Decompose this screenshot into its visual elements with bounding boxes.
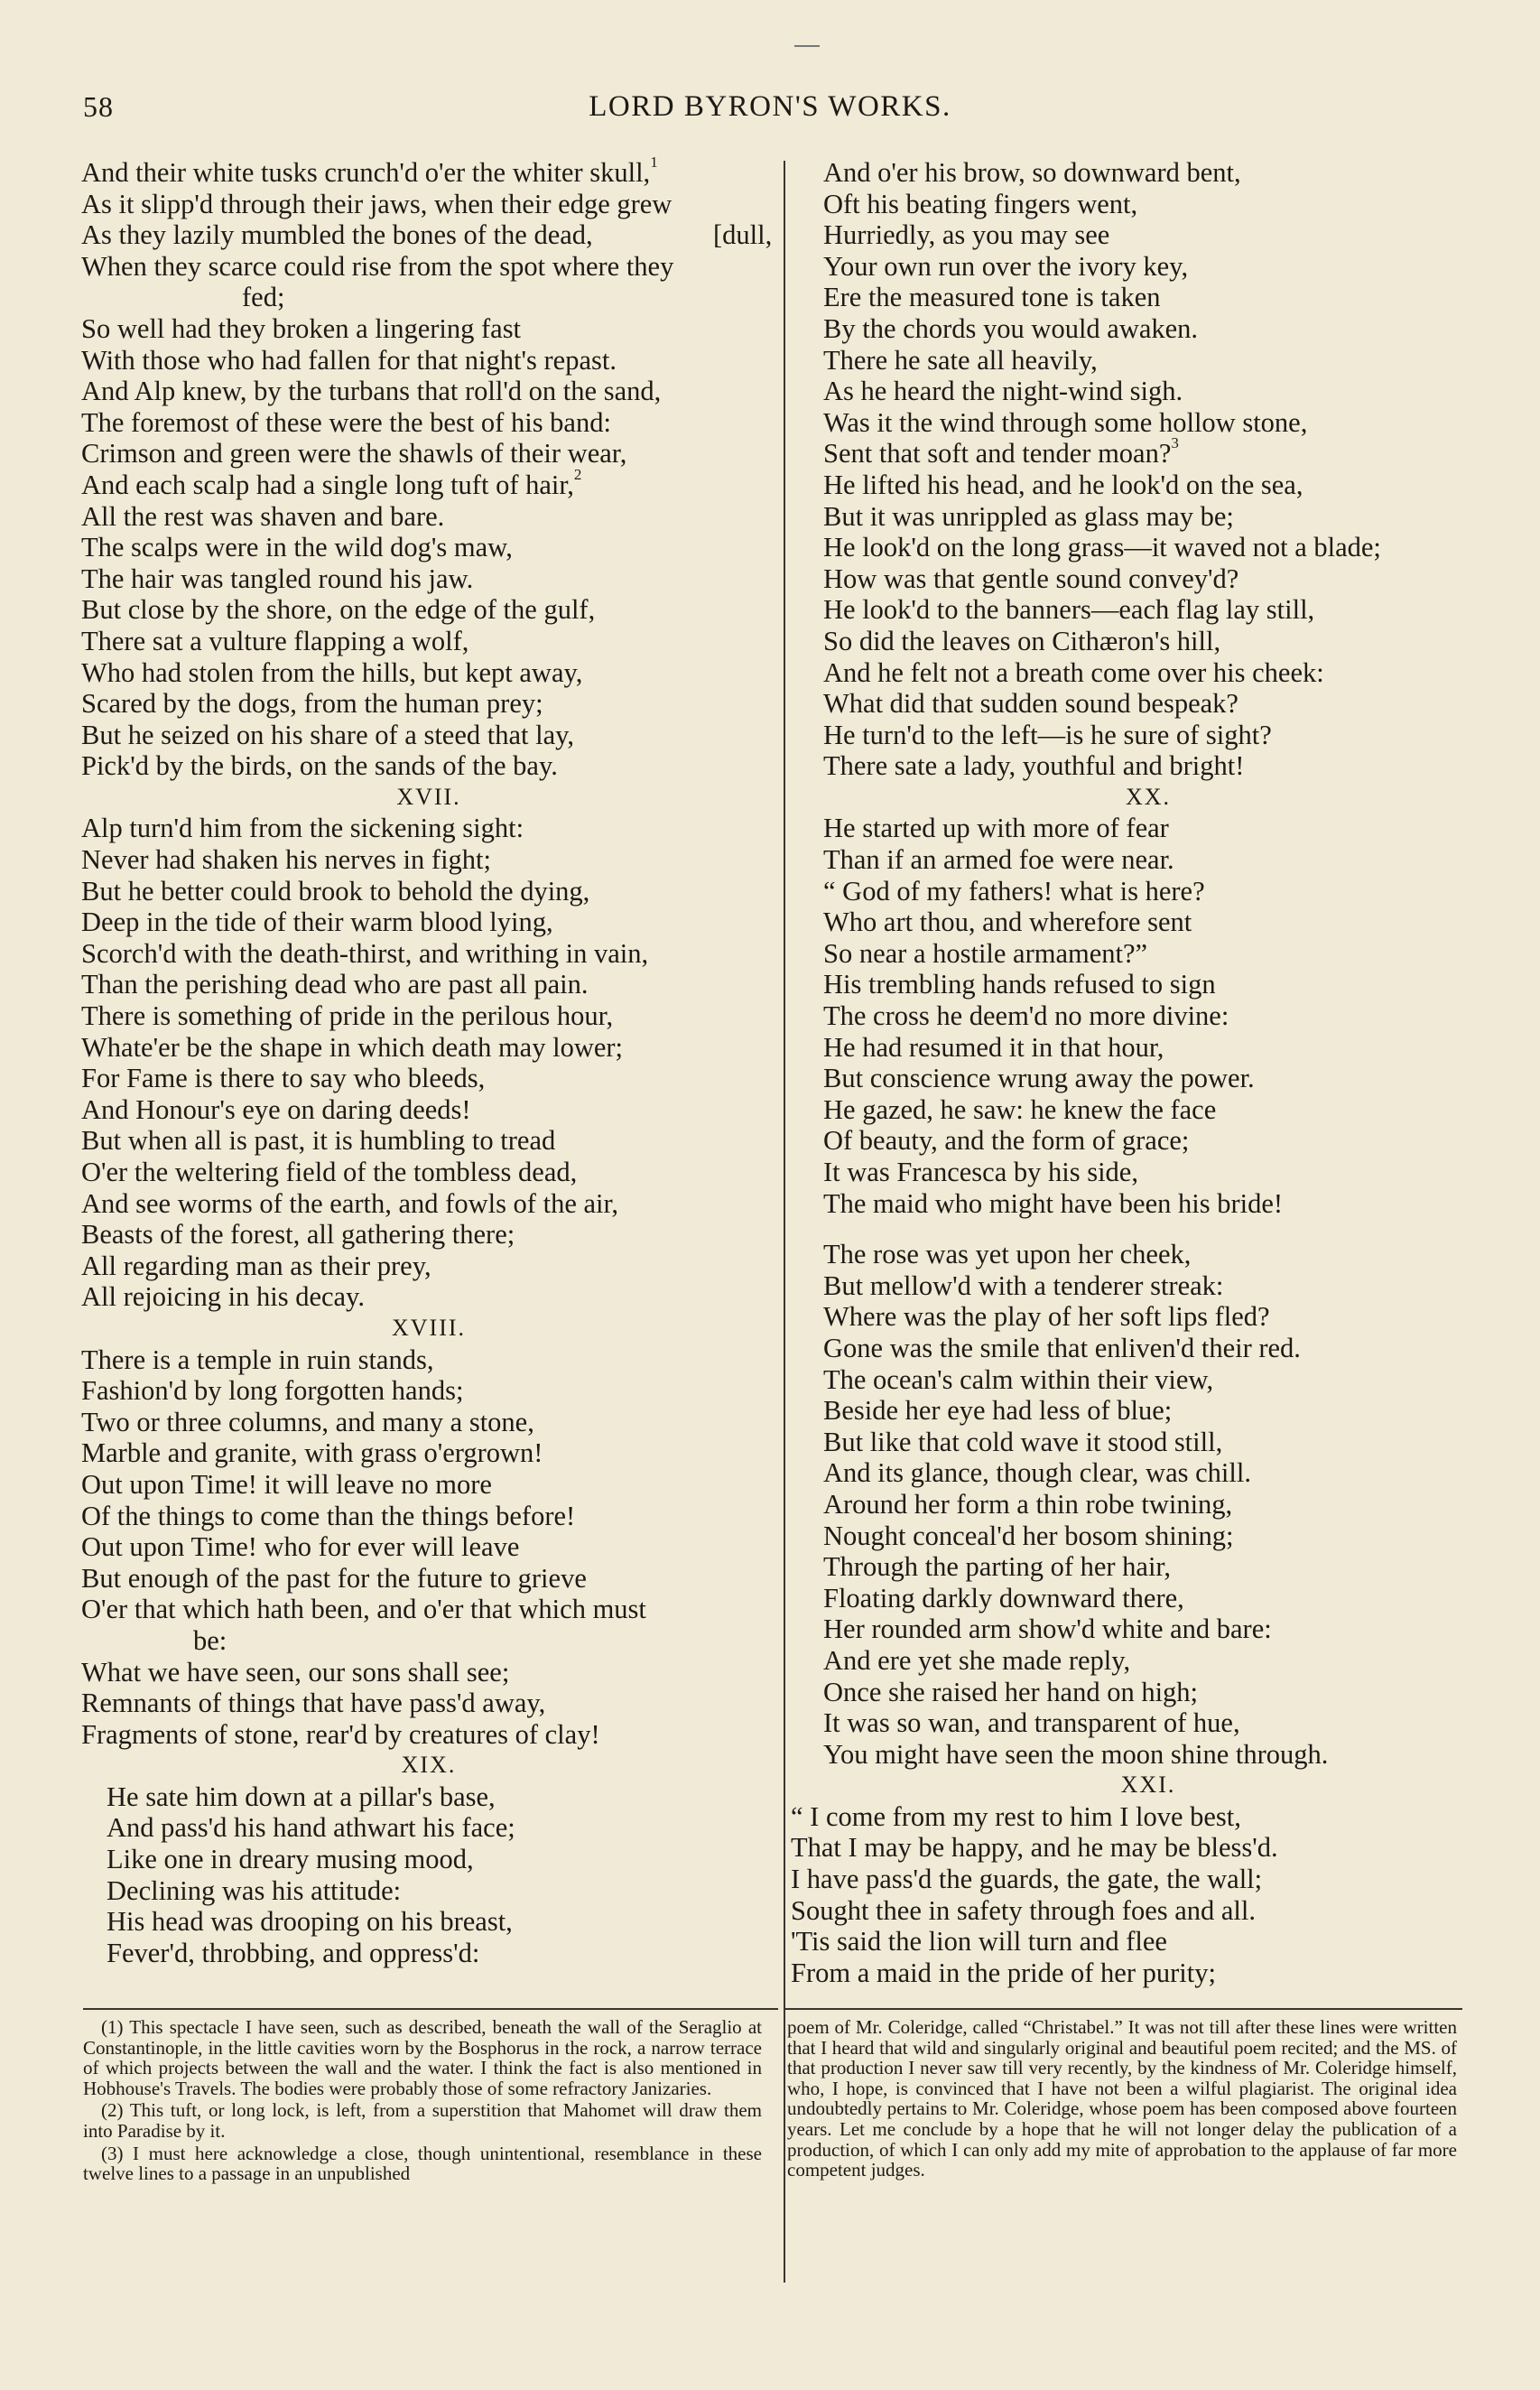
verse-line: By the chords you would awaken.: [823, 312, 1199, 344]
verse-line: But conscience wrung away the power.: [823, 1063, 1255, 1094]
verse-line: I have pass'd the guards, the gate, the wall;: [791, 1864, 1263, 1895]
verse-line: “ I come from my rest to him I love best,: [791, 1800, 1241, 1832]
verse-line: “ God of my fathers! what is here?: [823, 875, 1205, 907]
verse-line: But enough of the past for the future to grieve: [81, 1562, 587, 1594]
verse-line: You might have seen the moon shine through.: [823, 1738, 1329, 1770]
verse-line: The rose was yet upon her cheek,: [823, 1239, 1192, 1270]
verse-line: He started up with more of fear: [823, 813, 1169, 844]
verse-line: But mellow'd with a tenderer streak:: [823, 1269, 1224, 1301]
verse-line: His head was drooping on his breast,: [107, 1906, 513, 1938]
stanza-xxi: [791, 1801, 1473, 1989]
verse-line: As it slipp'd through their jaws, when their edge grew: [81, 188, 673, 219]
verse-line: And see worms of the earth, and fowls of the air,: [81, 1187, 619, 1219]
verse-line: Was it the wind through some hollow stone,: [823, 406, 1308, 438]
section-heading-xxi: XXI.: [1120, 1772, 1176, 1799]
verse-line: Fashion'd by long forgotten hands;: [81, 1375, 464, 1407]
verse-line: And Honour's eye on daring deeds!: [81, 1093, 471, 1125]
verse-line: He gazed, he saw: he knew the face: [823, 1093, 1217, 1125]
verse-line: He look'd on the long grass—it waved not a blade;: [823, 532, 1381, 563]
verse-line: The cross he deem'd no more divine:: [823, 1000, 1229, 1032]
footnote-3-continued: poem of Mr. Coleridge, called “Christabel.” It was not till after these lines were written that I heard that wild and singularly original and beautiful poem recited; and the MS. of that production I never saw till very recently, by the kindness of Mr. Coleridge himself, who, I hope, is convinced that I have not been a wilful plagiarist. The original idea undoubtedly pertains to Mr. Coleridge, whose poem has been composed above fourteen years. Let me conclude by a hope that he will not longer delay the publication of a production, of which I can only add my mite of approbation to the applause of far more competent judges.: [787, 2016, 1457, 2181]
top-dash: [794, 45, 820, 47]
verse-line: Scorch'd with the death-thirst, and writhing in vain,: [81, 937, 649, 969]
verse-line: He look'd to the banners—each flag lay still,: [823, 594, 1315, 626]
verse-line: And Alp knew, by the turbans that roll'd on the sand,: [81, 376, 662, 407]
verse-line: And he felt not a breath come over his cheek:: [823, 656, 1324, 688]
verse-line: Once she raised her hand on high;: [823, 1676, 1199, 1707]
verse-line: Beasts of the forest, all gathering there;: [81, 1219, 515, 1251]
running-title: LORD BYRON'S WORKS.: [589, 90, 951, 123]
verse-line: There sate a lady, youthful and bright!: [823, 750, 1245, 782]
verse-line: There he sate all heavily,: [823, 344, 1098, 376]
verse-line: Crimson and green were the shawls of their wear,: [81, 438, 627, 470]
section-heading-xx: XX.: [1125, 783, 1172, 810]
verse-line: Through the parting of her hair,: [823, 1551, 1171, 1583]
verse-line: So near a hostile armament?”: [823, 937, 1148, 969]
verse-line: And their white tusks crunch'd o'er the whiter skull,$^1$: [81, 153, 658, 188]
verse-line: He turn'd to the left—is he sure of sight?: [823, 719, 1272, 750]
verse-turnover: be:: [193, 1624, 227, 1656]
verse-line: All the rest was shaven and bare.: [81, 500, 445, 532]
verse-line: And each scalp had a single long tuft of hair,$^2$: [81, 465, 582, 500]
verse-line: Pick'd by the birds, on the sands of the bay.: [81, 750, 558, 782]
verse-line: The hair was tangled round his jaw.: [81, 563, 474, 594]
verse-line: Than if an armed foe were near.: [823, 844, 1174, 876]
verse-line: Fever'd, throbbing, and oppress'd:: [107, 1937, 480, 1968]
footnote-ref: 1: [650, 153, 658, 171]
verse-line: O'er the weltering field of the tombless dead,: [81, 1157, 578, 1187]
footnotes-left: [83, 2017, 762, 2186]
page-header: [83, 90, 1457, 135]
verse-line: There is something of pride in the perilous hour,: [81, 1000, 614, 1032]
verse-line: So well had they broken a lingering fast: [81, 312, 522, 344]
verse-line: What did that sudden sound bespeak?: [823, 688, 1238, 720]
verse-line: And o'er his brow, so downward bent,: [823, 157, 1241, 188]
verse-line: And ere yet she made reply,: [823, 1644, 1131, 1676]
stanza-xx-b: [823, 1239, 1473, 1770]
stanza-gap: [823, 1219, 1473, 1239]
right-column: [791, 157, 1473, 1988]
verse-line: Out upon Time! it will leave no more: [81, 1468, 492, 1500]
verse-line: But it was unrippled as glass may be;: [823, 500, 1234, 532]
verse-line: That I may be happy, and he may be bless'd.: [791, 1832, 1278, 1864]
verse-line: Scared by the dogs, from the human prey;: [81, 688, 543, 720]
verse-line: And its glance, though clear, was chill.: [823, 1457, 1251, 1489]
verse-line: From a maid in the pride of her purity;: [791, 1957, 1216, 1988]
verse-line: As he heard the night-wind sigh.: [823, 376, 1183, 407]
verse-turnover: fed;: [242, 282, 285, 313]
verse-line: Never had shaken his nerves in fight;: [81, 844, 491, 876]
verse-line: His trembling hands refused to sign: [823, 969, 1216, 1000]
verse-line: The ocean's calm within their view,: [823, 1363, 1214, 1395]
verse-line: Of beauty, and the form of grace;: [823, 1125, 1190, 1157]
verse-line: Oft his beating fingers went,: [823, 188, 1138, 219]
verse-line: Sought thee in safety through foes and all.: [791, 1894, 1257, 1926]
verse-line: But he better could brook to behold the dying,: [81, 875, 590, 907]
verse-line: Around her form a thin robe twining,: [823, 1488, 1233, 1520]
verse-line: But like that cold wave it stood still,: [823, 1426, 1223, 1457]
verse-line: There sat a vulture flapping a wolf,: [81, 625, 469, 656]
verse-line: It was Francesca by his side,: [823, 1157, 1138, 1187]
footnote-rule-left: [83, 2008, 778, 2010]
stanza-xix: [81, 1781, 776, 1969]
footnote-1: (1) This spectacle I have seen, such as described, beneath the wall of the Seraglio at Constantinople, in the little cavities worn by the Bosphorus in the rock, a narrow terrace of which projects between the wall and the water. I think the fact is also mentioned in Hobhouse's Travels. The bodies were probably those of some refractory Janizaries.: [83, 2016, 762, 2099]
stanza-xvii: [81, 813, 776, 1313]
column-divider: [784, 161, 785, 2283]
page-number: 58: [83, 90, 114, 123]
verse-line: How was that gentle sound convey'd?: [823, 563, 1239, 594]
verse-line: With those who had fallen for that night's repast.: [81, 344, 617, 376]
verse-line: As they lazily mumbled the bones of the dead, [dull,: [81, 219, 773, 251]
verse-line: Like one in dreary musing mood,: [107, 1844, 474, 1875]
footnote-ref: 3: [1171, 434, 1179, 452]
stanza-xviii: [81, 1344, 776, 1751]
verse-line: Remnants of things that have pass'd away,: [81, 1688, 546, 1719]
verse-line: Declining was his attitude:: [107, 1874, 402, 1906]
verse-line: But when all is past, it is humbling to tread: [81, 1125, 556, 1157]
verse-line: Fragments of stone, rear'd by creatures of clay!: [81, 1718, 600, 1750]
verse-line: Two or three columns, and many a stone,: [81, 1406, 534, 1437]
verse-line: What we have seen, our sons shall see;: [81, 1656, 510, 1688]
verse-line: Where was the play of her soft lips fled?: [823, 1301, 1270, 1333]
verse-line: Floating darkly downward there,: [823, 1582, 1184, 1613]
section-heading-xviii: XVIII.: [391, 1314, 467, 1341]
verse-line: So did the leaves on Cithæron's hill,: [823, 625, 1221, 656]
verse-line: Who had stolen from the hills, but kept away,: [81, 656, 583, 688]
verse-line: All regarding man as their prey,: [81, 1250, 431, 1281]
verse-line: Deep in the tide of their warm blood lying,: [81, 907, 553, 938]
footnote-2: (2) This tuft, or long lock, is left, from a superstition that Mahomet will draw them into Paradise by it.: [83, 2099, 762, 2142]
stanza-xx: [823, 813, 1473, 1219]
verse-line: Nought conceal'd her bosom shining;: [823, 1520, 1234, 1551]
verse-line: Her rounded arm show'd white and bare:: [823, 1613, 1272, 1645]
verse-line: Sent that soft and tender moan?$^3$: [823, 434, 1179, 470]
verse-line: Out upon Time! who for ever will leave: [81, 1531, 520, 1563]
verse-line: Hurriedly, as you may see: [823, 219, 1110, 251]
verse-line: Ere the measured tone is taken: [823, 282, 1161, 313]
verse-line: When they scarce could rise from the spot where they: [81, 250, 674, 282]
verse-turnover: [dull,: [713, 219, 773, 251]
verse-line: Whate'er be the shape in which death may lower;: [81, 1031, 624, 1063]
section-heading-xvii: XVII.: [396, 783, 461, 810]
footnote-rule-right: [785, 2008, 1462, 2010]
verse-line: But close by the shore, on the edge of the gulf,: [81, 594, 596, 626]
verse-line: The foremost of these were the best of his band:: [81, 406, 611, 438]
verse-line: Who art thou, and wherefore sent: [823, 907, 1192, 938]
verse-line: Than the perishing dead who are past all pain.: [81, 969, 589, 1000]
left-column: [81, 153, 776, 1968]
footnote-ref: 2: [573, 465, 582, 483]
verse-line: Marble and granite, with grass o'ergrown!: [81, 1437, 543, 1469]
verse-line: And pass'd his hand athwart his face;: [107, 1812, 515, 1844]
verse-line: There is a temple in ruin stands,: [81, 1344, 434, 1375]
verse-line: But he seized on his share of a steed that lay,: [81, 719, 575, 750]
verse-line: For Fame is there to say who bleeds,: [81, 1063, 486, 1094]
verse-line: Alp turn'd him from the sickening sight:: [81, 813, 524, 844]
verse-line: Beside her eye had less of blue;: [823, 1395, 1173, 1427]
verse-line: The maid who might have been his bride!: [823, 1187, 1284, 1219]
verse-line: He lifted his head, and he look'd on the sea,: [823, 469, 1303, 500]
verse-line: The scalps were in the wild dog's maw,: [81, 532, 513, 563]
verse-line: All rejoicing in his decay.: [81, 1281, 365, 1313]
verse-line: It was so wan, and transparent of hue,: [823, 1707, 1240, 1739]
stanza-xix-continued: [823, 157, 1473, 782]
verse-line: Of the things to come than the things before!: [81, 1500, 576, 1531]
stanza-xvi-continued: [81, 153, 776, 782]
verse-line: Gone was the smile that enliven'd their red.: [823, 1332, 1301, 1363]
footnote-3: (3) I must here acknowledge a close, though unintentional, resemblance in these twelve lines to a passage in an unpublished: [83, 2142, 762, 2185]
section-heading-xix: XIX.: [401, 1752, 457, 1779]
footnotes-right: [787, 2017, 1457, 2182]
verse-line: Your own run over the ivory key,: [823, 250, 1189, 282]
verse-line: 'Tis said the lion will turn and flee: [791, 1926, 1167, 1958]
verse-line: He sate him down at a pillar's base,: [107, 1781, 496, 1812]
verse-line: O'er that which hath been, and o'er that which must: [81, 1594, 646, 1625]
verse-line: He had resumed it in that hour,: [823, 1031, 1164, 1063]
